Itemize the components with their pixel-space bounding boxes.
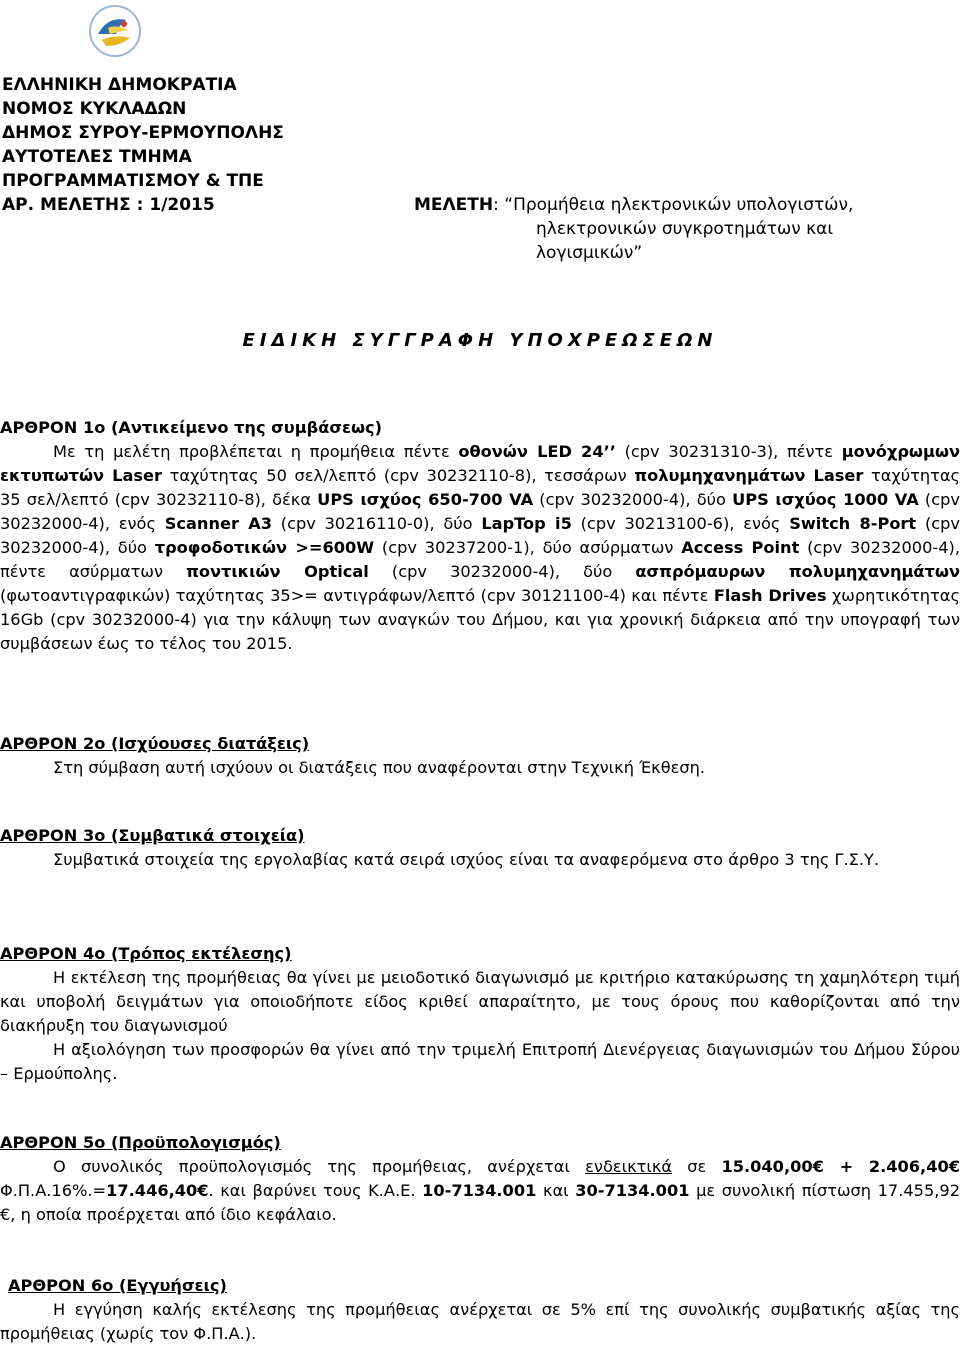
study-title: ΜΕΛΕΤΗ: “Προμήθεια ηλεκτρονικών υπολογιστών, ηλεκτρονικών συγκροτημάτων και λογισμικών” [414, 193, 960, 265]
text-run: (cpv 30237200-1), δύο ασύρματων [374, 538, 682, 557]
article-title [0, 824, 960, 848]
article-title [0, 1274, 960, 1298]
text-run: χωρητικότητας 16Gb (cpv 30232000-4) για την κάλυψη των αναγκών του Δήμου, και για χρονική διάρκεια από την υπογραφή των συμβάσεων έως το τέλος του 2015. [0, 586, 960, 653]
text-run: Με τη μελέτη προβλέπεται η προμήθεια πέντε [53, 442, 459, 461]
article-title [0, 732, 960, 756]
text-run: ταχύτητας 35 σελ/λεπτό (cpv 30232110-8), δέκα [0, 466, 960, 509]
municipality-logo [88, 4, 142, 58]
issuer-block [2, 73, 284, 217]
text-run: (cpv 30231310-3), πέντε [615, 442, 842, 461]
article-title-text: ΑΡΘΡΟΝ 6ο (Εγγυήσεις) [8, 1276, 227, 1295]
article-paragraph: Η εκτέλεση της προμήθειας θα γίνει με μειοδοτικό διαγωνισμό με κριτήριο κατακύρωσης τη χαμηλότερη τιμή και υποβολή δειγμάτων για οποιοδήποτε είδος κριθεί απαραίτητο, με τους όρους που καθορίζονται από την διακήρυξη του διαγωνισμού [0, 968, 960, 1035]
text-run: σε [672, 1157, 722, 1176]
text-bold: Access Point [681, 538, 800, 557]
header-line: ΠΡΟΓΡΑΜΜΑΤΙΣΜΟΥ & ΤΠΕ [2, 171, 264, 191]
article-3 [0, 824, 960, 872]
text-bold: 15.040,00€ + 2.406,40€ [721, 1157, 960, 1176]
text-bold: 10-7134.001 [422, 1181, 537, 1200]
article-1 [0, 416, 960, 656]
header-line: ΑΥΤΟΤΕΛΕΣ ΤΜΗΜΑ [2, 147, 192, 167]
article-title [0, 942, 960, 966]
text-bold: Scanner A3 [164, 514, 272, 533]
study-title-line: “Προμήθεια ηλεκτρονικών υπολογιστών, [504, 195, 854, 215]
article-6 [0, 1274, 960, 1346]
article-body: Η εγγύηση καλής εκτέλεσης της προμήθειας ανέρχεται σε 5% επί της συνολικής συμβατικής αξίας της προμήθειας (χωρίς τον Φ.Π.Α.). [0, 1300, 960, 1343]
text-bold: Flash Drives [713, 586, 827, 605]
header-line: ΝΟΜΟΣ ΚΥΚΛΑΔΩΝ [2, 99, 187, 119]
text-bold: ποντικιών Optical [186, 562, 369, 581]
text-bold: ασπρόμαυρων πολυμηχανημάτων [635, 562, 960, 581]
article-body [0, 440, 960, 656]
study-label: ΜΕΛΕΤΗ [414, 195, 494, 215]
document-heading: ΕΙΔΙΚΗ ΣΥΓΓΡΑΦΗ ΥΠΟΧΡΕΩΣΕΩΝ [242, 330, 718, 351]
article-4 [0, 942, 960, 1086]
text-underlined: ενδεικτικά [585, 1157, 673, 1176]
article-body [0, 1155, 960, 1227]
article-paragraph: Η αξιολόγηση των προσφορών θα γίνει από την τριμελή Επιτροπή Διενέργειας διαγωνισμών του Δήμου Σύρου – Ερμούπολης. [0, 1040, 960, 1083]
text-bold: πολυμηχανημάτων Laser [634, 466, 864, 485]
text-bold: μονόχρωμων εκτυπωτών Laser [0, 442, 960, 485]
article-title-text: ΑΡΘΡΟΝ 4ο (Τρόπος εκτέλεσης) [0, 944, 292, 963]
text-run: (cpv 30232000-4), δύο [0, 514, 960, 557]
text-run: (cpv 30232000-4), πέντε ασύρματων [0, 538, 960, 581]
text-bold: UPS ισχύος 650-700 VA [317, 490, 534, 509]
text-run: Φ.Π.Α.16%.= [0, 1181, 107, 1200]
article-body: Συμβατικά στοιχεία της εργολαβίας κατά σειρά ισχύος είναι τα αναφερόμενα στο άρθρο 3 της Γ.Σ.Υ. [53, 850, 880, 869]
article-2 [0, 732, 960, 780]
text-run: με συνολική πίστωση 17.455,92 €, η οποία προέρχεται από ίδιο κεφάλαιο. [0, 1181, 960, 1224]
text-run: ταχύτητας 50 σελ/λεπτό (cpv 30232110-8), τεσσάρων [162, 466, 635, 485]
text-run: Ο συνολικός προϋπολογισμός της προμήθειας, ανέρχεται [53, 1157, 586, 1176]
text-bold: Switch 8-Port [789, 514, 917, 533]
text-run: (cpv 30232000-4), δύο [368, 562, 636, 581]
text-run: (cpv 30213100-6), ενός [571, 514, 790, 533]
article-title [0, 1131, 960, 1155]
study-title-line: λογισμικών” [536, 243, 643, 263]
article-5 [0, 1131, 960, 1227]
text-bold: 17.446,40€ [106, 1181, 209, 1200]
text-bold: 30-7134.001 [575, 1181, 690, 1200]
header-line: ΔΗΜΟΣ ΣΥΡΟΥ-ΕΡΜΟΥΠΟΛΗΣ [2, 123, 284, 143]
text-run: και [536, 1181, 576, 1200]
article-title [0, 416, 960, 440]
text-run: (cpv 30232000-4), ενός [0, 490, 960, 533]
study-number: ΑΡ. ΜΕΛΕΤΗΣ : 1/2015 [2, 195, 215, 215]
text-run: (φωτοαντιγραφικών) ταχύτητας 35>= αντιγράφων/λεπτό (cpv 30121100-4) και πέντε [0, 586, 714, 605]
text-bold: τροφοδοτικών >=600W [154, 538, 375, 557]
study-title-line: ηλεκτρονικών συγκροτημάτων και [536, 219, 834, 239]
article-body: Στη σύμβαση αυτή ισχύουν οι διατάξεις που αναφέρονται στην Τεχνική Έκθεση. [53, 758, 706, 777]
text-bold: οθονών LED 24’’ [458, 442, 616, 461]
text-run: (cpv 30216110-0), δύο [272, 514, 482, 533]
text-bold: UPS ισχύος 1000 VA [732, 490, 919, 509]
article-title-text: ΑΡΘΡΟΝ 3ο (Συμβατικά στοιχεία) [0, 826, 305, 845]
text-run: (cpv 30232000-4), δύο [533, 490, 733, 509]
article-title-text: ΑΡΘΡΟΝ 1ο (Αντικείμενο της συμβάσεως) [0, 418, 383, 437]
text-run: . και βαρύνει τους Κ.Α.Ε. [208, 1181, 423, 1200]
text-bold: LapTop i5 [481, 514, 572, 533]
article-title-text: ΑΡΘΡΟΝ 5ο (Προϋπολογισμός) [0, 1133, 281, 1152]
header-line: ΕΛΛΗΝΙΚΗ ΔΗΜΟΚΡΑΤΙΑ [2, 75, 237, 95]
article-title-text: ΑΡΘΡΟΝ 2ο (Ισχύουσες διατάξεις) [0, 734, 310, 753]
